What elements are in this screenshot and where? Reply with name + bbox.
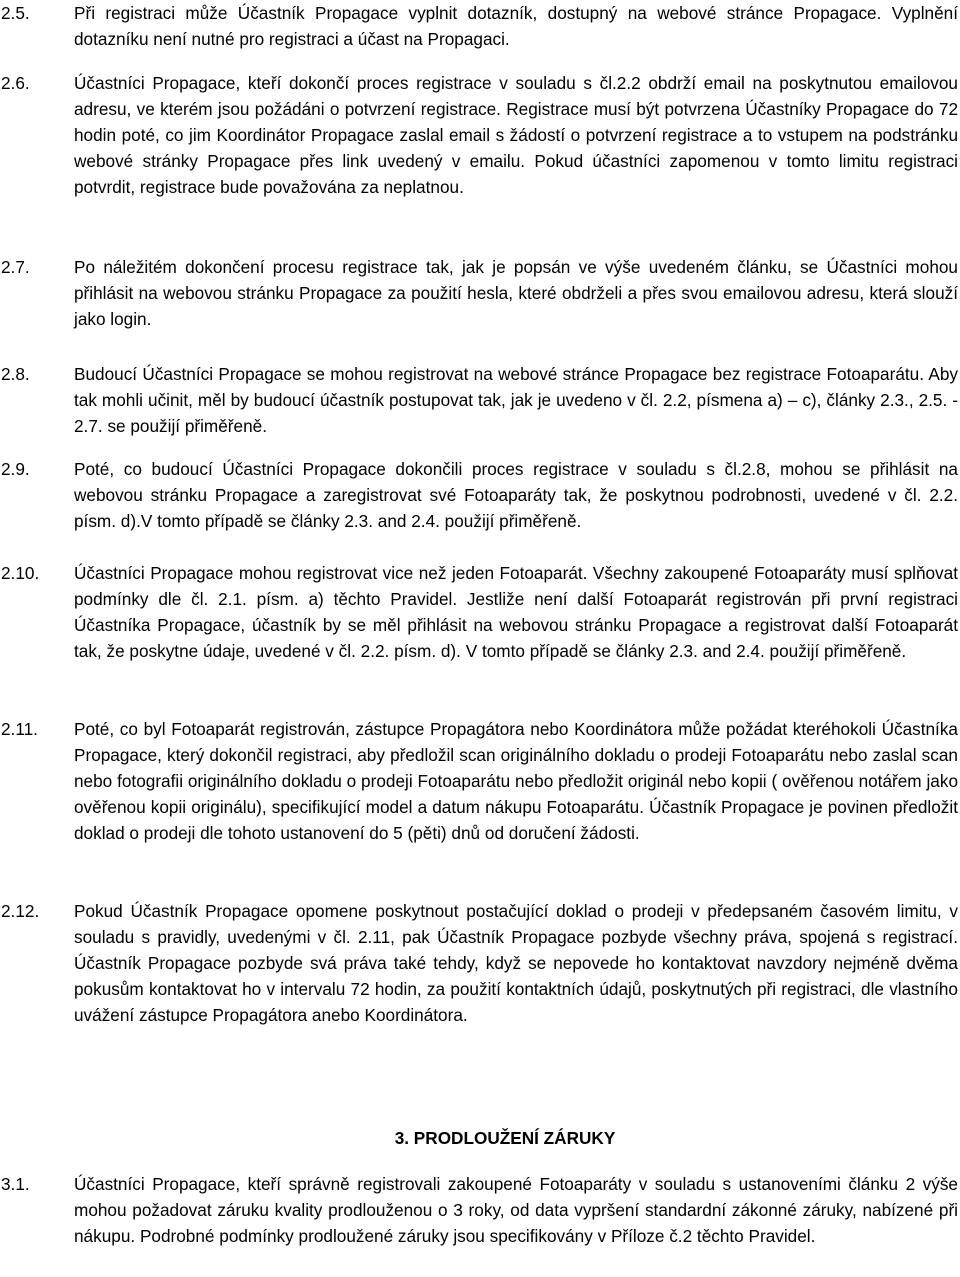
clause-text: Pokud Účastník Propagace opomene poskytnout postačující doklad o prodeji v předepsaném časovém limitu, v souladu s pravidly, uvedenými v čl. 2.11, pak Účastník Propagace pozbyde všechny práva, spojená s registrací. Účastník Propagace pozbyde svá práva také tehdy, když se nepovede ho kontaktovat navzdory nejméně dvěma pokusům kontaktovat ho v intervalu 72 hodin, za použití kontaktních údajů, poskytnutých při registraci, dle vlastního uvážení zástupce Propagátora anebo Koordinátora. — [74, 901, 958, 1026]
clause-number: 2.7. — [1, 257, 30, 277]
clause-number: 2.8. — [1, 364, 30, 384]
clause-text: Budoucí Účastníci Propagace se mohou registrovat na webové stránce Propagace bez registrace Fotoaparátu. Aby tak mohli učinit, měl by budoucí účastník postupovat tak, jak je uvedeno v čl. 2.2, písmena a) – c), články 2.3., 2.5. - 2.7. se použijí přiměřeně. — [74, 364, 958, 437]
clause-number: 2.9. — [1, 459, 30, 479]
clause-text: Poté, co budoucí Účastníci Propagace dokončili proces registrace v souladu s čl.2.8, mohou se přihlásit na webovou stránku Propagace a zaregistrovat své Fotoaparáty tak, že poskytnou podrobnosti, uvedené v čl. 2.2. písm. d).V tomto případě se články 2.3. and 2.4. použijí přiměřeně. — [74, 459, 958, 532]
clause-text: Poté, co byl Fotoaparát registrován, zástupce Propagátora nebo Koordinátora může požádat kteréhokoli Účastníka Propagace, který dokončil registraci, aby předložil scan originálního dokladu o prodeji Fotoaparátu nebo zaslal scan nebo fotografii originálního dokladu o prodeji Fotoaparátu nebo předložit originál nebo kopii ( ověřenou notářem jako ověřenou kopii originálu), specifikující model a datum nákupu Fotoaparátu. Účastník Propagace je povinen předložit doklad o prodeji dle tohoto ustanovení do 5 (pěti) dnů od doručení žádosti. — [74, 719, 958, 844]
clause-number: 2.10. — [1, 563, 40, 583]
section-heading: 3. PRODLOUŽENÍ ZÁRUKY — [394, 1128, 616, 1148]
clause-number: 2.6. — [1, 73, 30, 93]
clause-text: Účastníci Propagace mohou registrovat vice než jeden Fotoaparát. Všechny zakoupené Fotoaparáty musí splňovat podmínky dle čl. 2.1. písm. a) těchto Pravidel. Jestliže není další Fotoaparát registrován při první registraci Účastníka Propagace, účastník by se měl přihlásit na webovou stránku Propagace a registrovat další Fotoaparát tak, že poskytne údaje, uvedené v čl. 2.2. písm. d). V tomto případě se články 2.3. and 2.4. použijí přiměřeně. — [74, 563, 958, 662]
clause-text: Účastníci Propagace, kteří správně registrovali zakoupené Fotoaparáty v souladu s ustanoveními článku 2 výše mohou požadovat záruku kvality prodlouženou o 3 roky, od data vypršení standardní zákonné záruky, nabízené při nákupu. Podrobné podmínky prodloužené záruky jsou specifikovány v Příloze č.2 těchto Pravidel. — [74, 1174, 958, 1247]
clause-text: Při registraci může Účastník Propagace vyplnit dotazník, dostupný na webové stránce Propagace. Vyplnění dotazníku není nutné pro registraci a účast na Propagaci. — [74, 3, 958, 50]
clause-number: 2.12. — [1, 901, 40, 921]
clause-number: 3.1. — [1, 1174, 30, 1194]
clause-number: 2.11. — [1, 719, 38, 739]
clause-text: Účastníci Propagace, kteří dokončí proces registrace v souladu s čl.2.2 obdrží email na poskytnutou emailovou adresu, ve kterém jsou požádáni o potvrzení registrace. Registrace musí být potvrzena Účastníky Propagace do 72 hodin poté, co jim Koordinátor Propagace zaslal email s žádostí o potvrzení registrace a to vstupem na podstránku webové stránky Propagace přes link uvedený v emailu. Pokud účastníci zapomenou v tomto limitu registraci potvrdit, registrace bude považována za neplatnou. — [74, 73, 958, 198]
clause-number: 2.5. — [1, 3, 30, 23]
clause-text: Po náležitém dokončení procesu registrace tak, jak je popsán ve výše uvedeném článku, se Účastníci mohou přihlásit na webovou stránku Propagace za použití hesla, které obdrželi a přes svou emailovou adresu, která slouží jako login. — [74, 257, 958, 330]
